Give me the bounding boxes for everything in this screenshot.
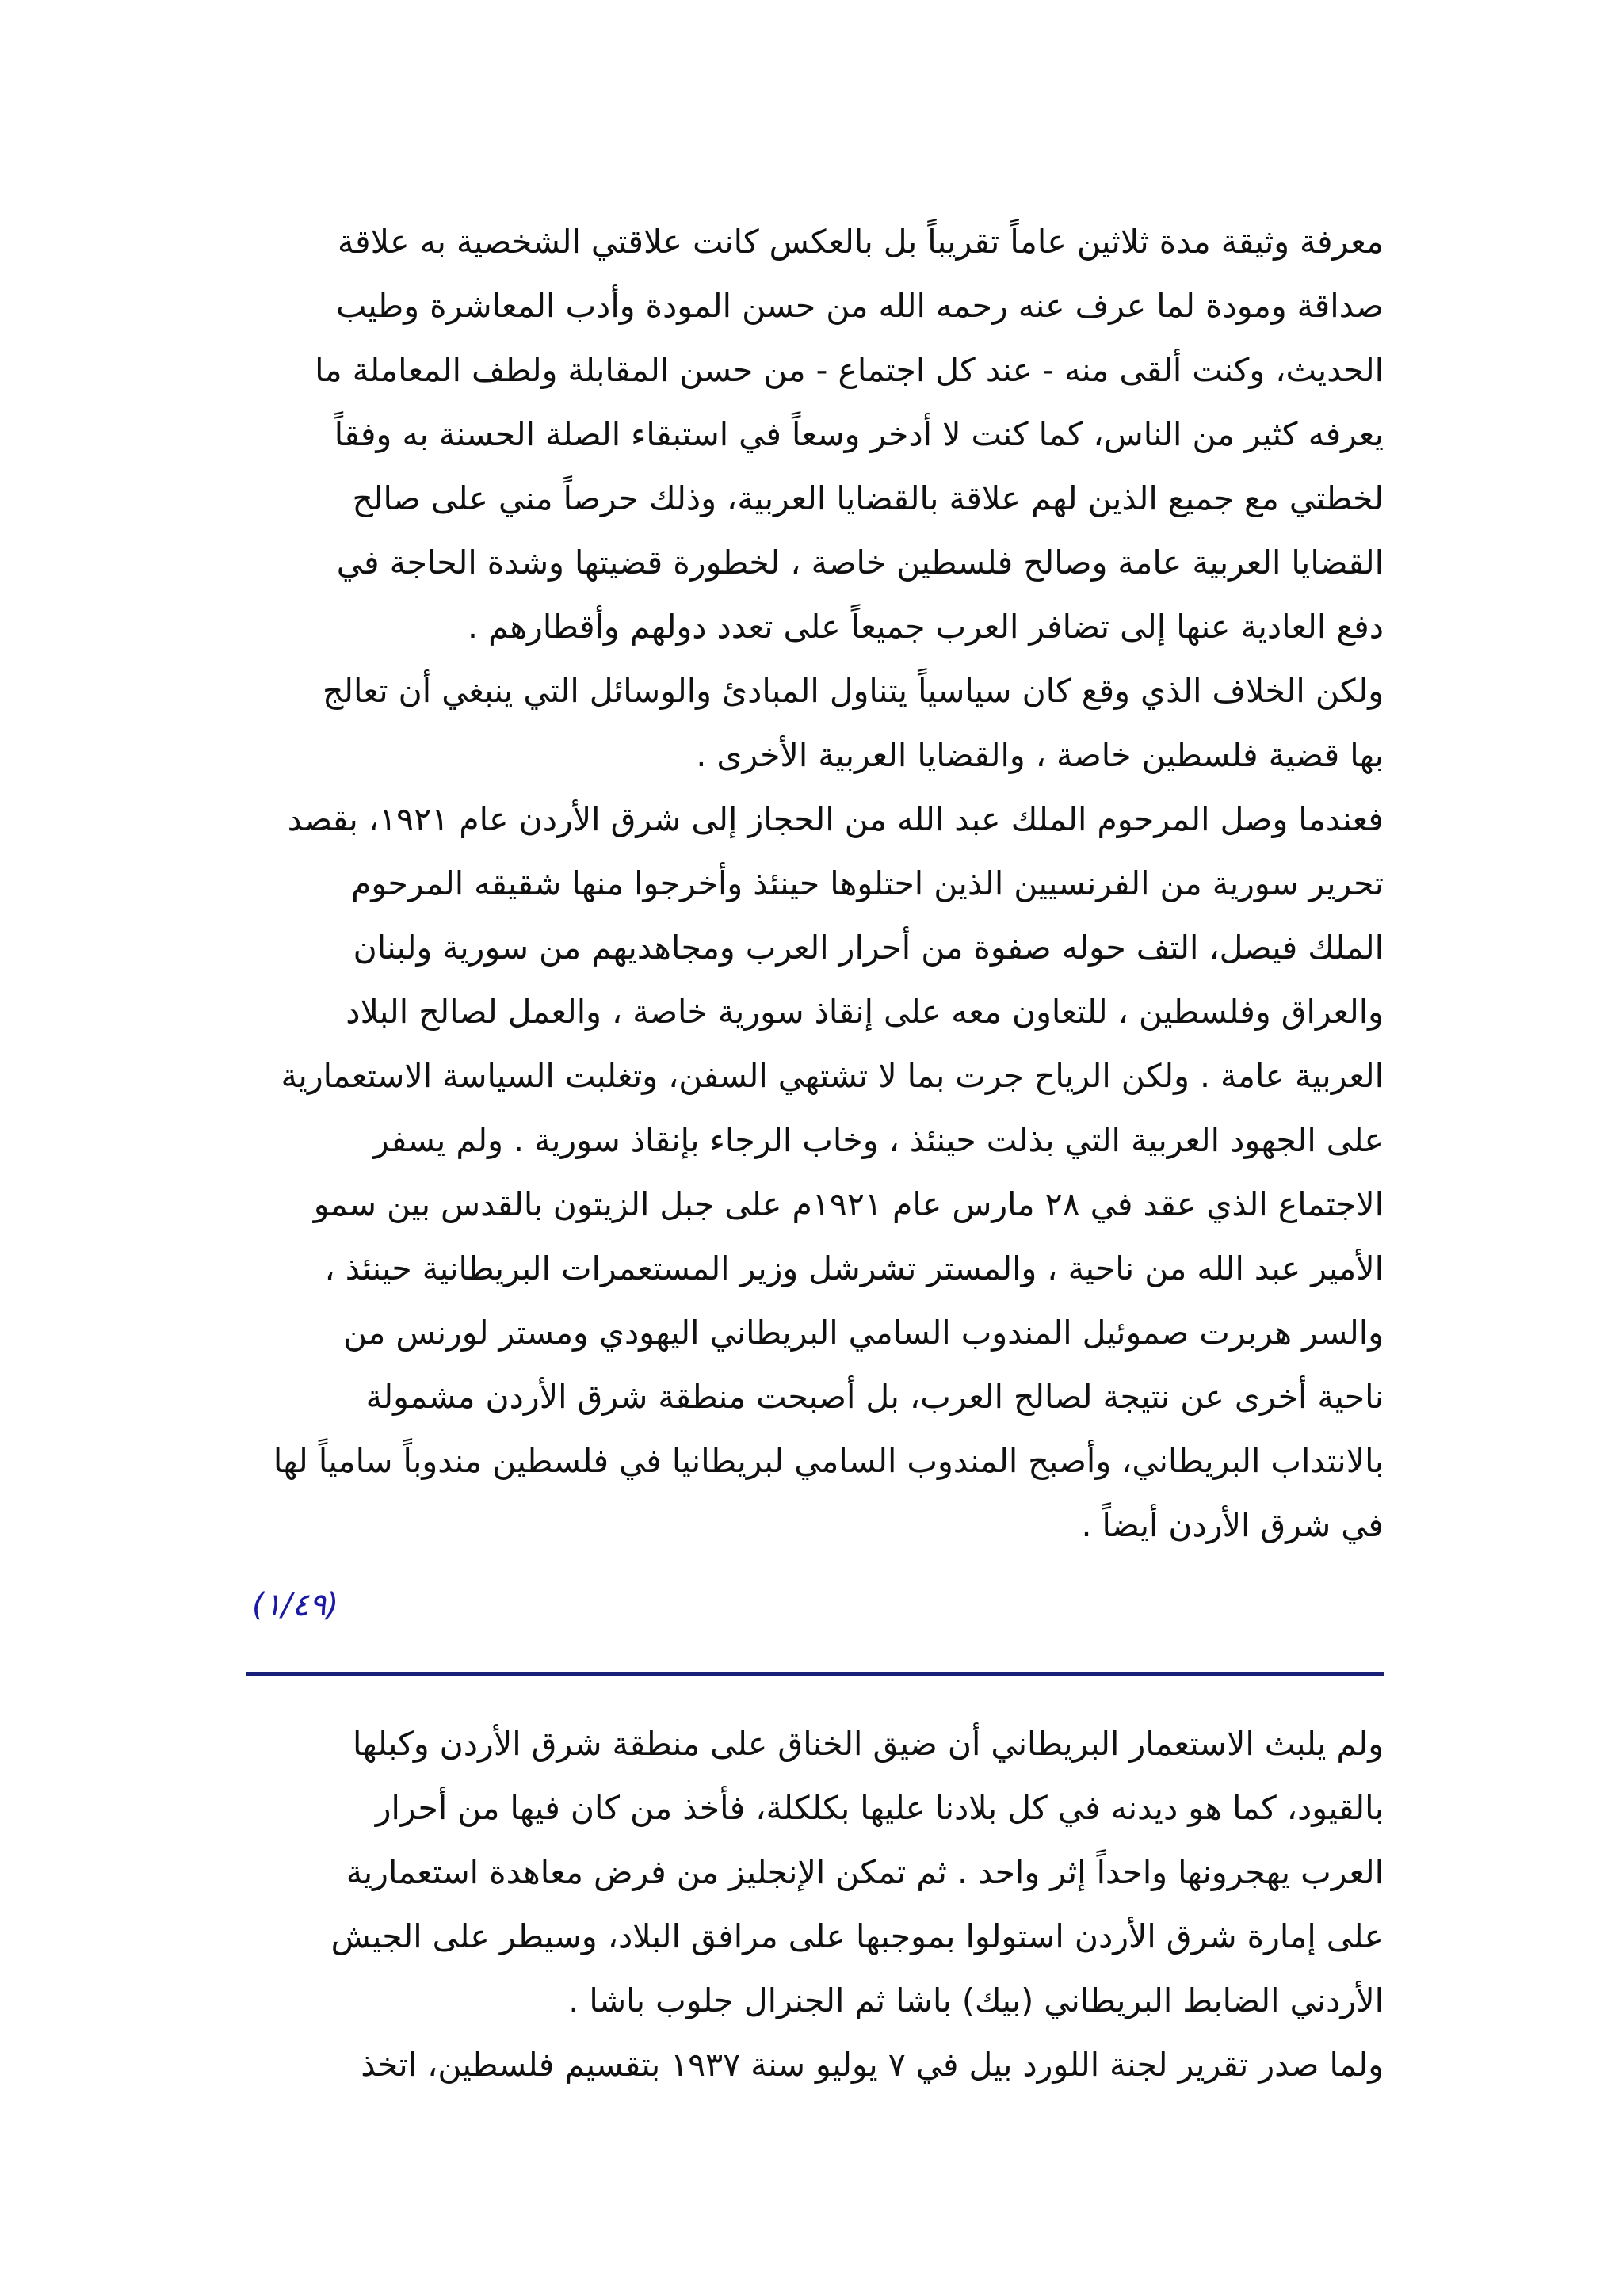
text-line: لخطتي مع جميع الذين لهم علاقة بالقضايا العربية، وذلك حرصاً مني على صالح <box>352 479 1384 517</box>
body-text-bottom <box>238 1712 1384 2097</box>
text-line: بها قضية فلسطين خاصة ، والقضايا العربية الأخرى . <box>696 736 1384 774</box>
body-text-top <box>238 210 1384 1558</box>
text-line: معرفة وثيقة مدة ثلاثين عاماً تقريباً بل بالعكس كانت علاقتي الشخصية به علاقة <box>338 223 1384 261</box>
text-line: ولكن الخلاف الذي وقع كان سياسياً يتناول المبادئ والوسائل التي ينبغي أن تعالج <box>322 672 1384 710</box>
text-line: الحديث، وكنت ألقى منه - عند كل اجتماع - من حسن المقابلة ولطف المعاملة ما <box>315 351 1384 389</box>
text-line: العرب يهجرونها واحداً إثر واحد . ثم تمكن الإنجليز من فرض معاهدة استعمارية <box>346 1853 1384 1891</box>
footnote-reference: (١/٤٩) <box>252 1587 339 1623</box>
text-line: صداقة ومودة لما عرف عنه رحمه الله من حسن المودة وأدب المعاشرة وطيب <box>336 287 1384 325</box>
text-line: بالانتداب البريطاني، وأصبح المندوب السامي لبريطانيا في فلسطين مندوباً سامياً لها <box>273 1442 1384 1480</box>
text-line: الأردني الضابط البريطاني (بيك) باشا ثم الجنرال جلوب باشا . <box>568 1981 1384 2019</box>
text-line: والعراق وفلسطين ، للتعاون معه على إنقاذ سورية خاصة ، والعمل لصالح البلاد <box>346 993 1384 1031</box>
text-line: ولما صدر تقرير لجنة اللورد بيل في ٧ يوليو سنة ١٩٣٧ بتقسيم فلسطين، اتخذ <box>361 2046 1384 2084</box>
text-line: تحرير سورية من الفرنسيين الذين احتلوها حينئذ وأخرجوا منها شقيقه المرحوم <box>350 864 1384 902</box>
text-line: ولم يلبث الاستعمار البريطاني أن ضيق الخناق على منطقة شرق الأردن وكبلها <box>352 1725 1384 1763</box>
text-line: بالقيود، كما هو ديدنه في كل بلادنا عليها بكلكلة، فأخذ من كان فيها من أحرار <box>375 1789 1384 1827</box>
text-line: الملك فيصل، التف حوله صفوة من أحرار العرب ومجاهديهم من سورية ولبنان <box>353 929 1384 967</box>
text-line: العربية عامة . ولكن الرياح جرت بما لا تشتهي السفن، وتغلبت السياسة الاستعمارية <box>281 1057 1384 1095</box>
text-line: الاجتماع الذي عقد في ٢٨ مارس عام ١٩٢١م على جبل الزيتون بالقدس بين سمو <box>313 1185 1384 1223</box>
text-line: والسر هربرت صموئيل المندوب السامي البريطاني اليهودي ومستر لورنس من <box>343 1314 1384 1352</box>
text-line: على الجهود العربية التي بذلت حينئذ ، وخاب الرجاء بإنقاذ سورية . ولم يسفر <box>372 1121 1384 1159</box>
text-line: على إمارة شرق الأردن استولوا بموجبها على مرافق البلاد، وسيطر على الجيش <box>330 1917 1384 1955</box>
text-line: دفع العادية عنها إلى تضافر العرب جميعاً على تعدد دولهم وأقطارهم . <box>468 608 1384 646</box>
text-line: يعرفه كثير من الناس، كما كنت لا أدخر وسعاً في استبقاء الصلة الحسنة به وفقاً <box>334 415 1384 453</box>
text-line: فعندما وصل المرحوم الملك عبد الله من الحجاز إلى شرق الأردن عام ١٩٢١، بقصد <box>287 800 1384 838</box>
text-line: ناحية أخرى عن نتيجة لصالح العرب، بل أصبحت منطقة شرق الأردن مشمولة <box>365 1378 1384 1416</box>
footnote-separator <box>246 1672 1384 1676</box>
text-line: القضايا العربية عامة وصالح فلسطين خاصة ، لخطورة قضيتها وشدة الحاجة في <box>336 543 1384 582</box>
text-line: في شرق الأردن أيضاً . <box>1081 1506 1384 1544</box>
text-line: الأمير عبد الله من ناحية ، والمستر تشرشل وزير المستعمرات البريطانية حينئذ ، <box>324 1249 1384 1287</box>
